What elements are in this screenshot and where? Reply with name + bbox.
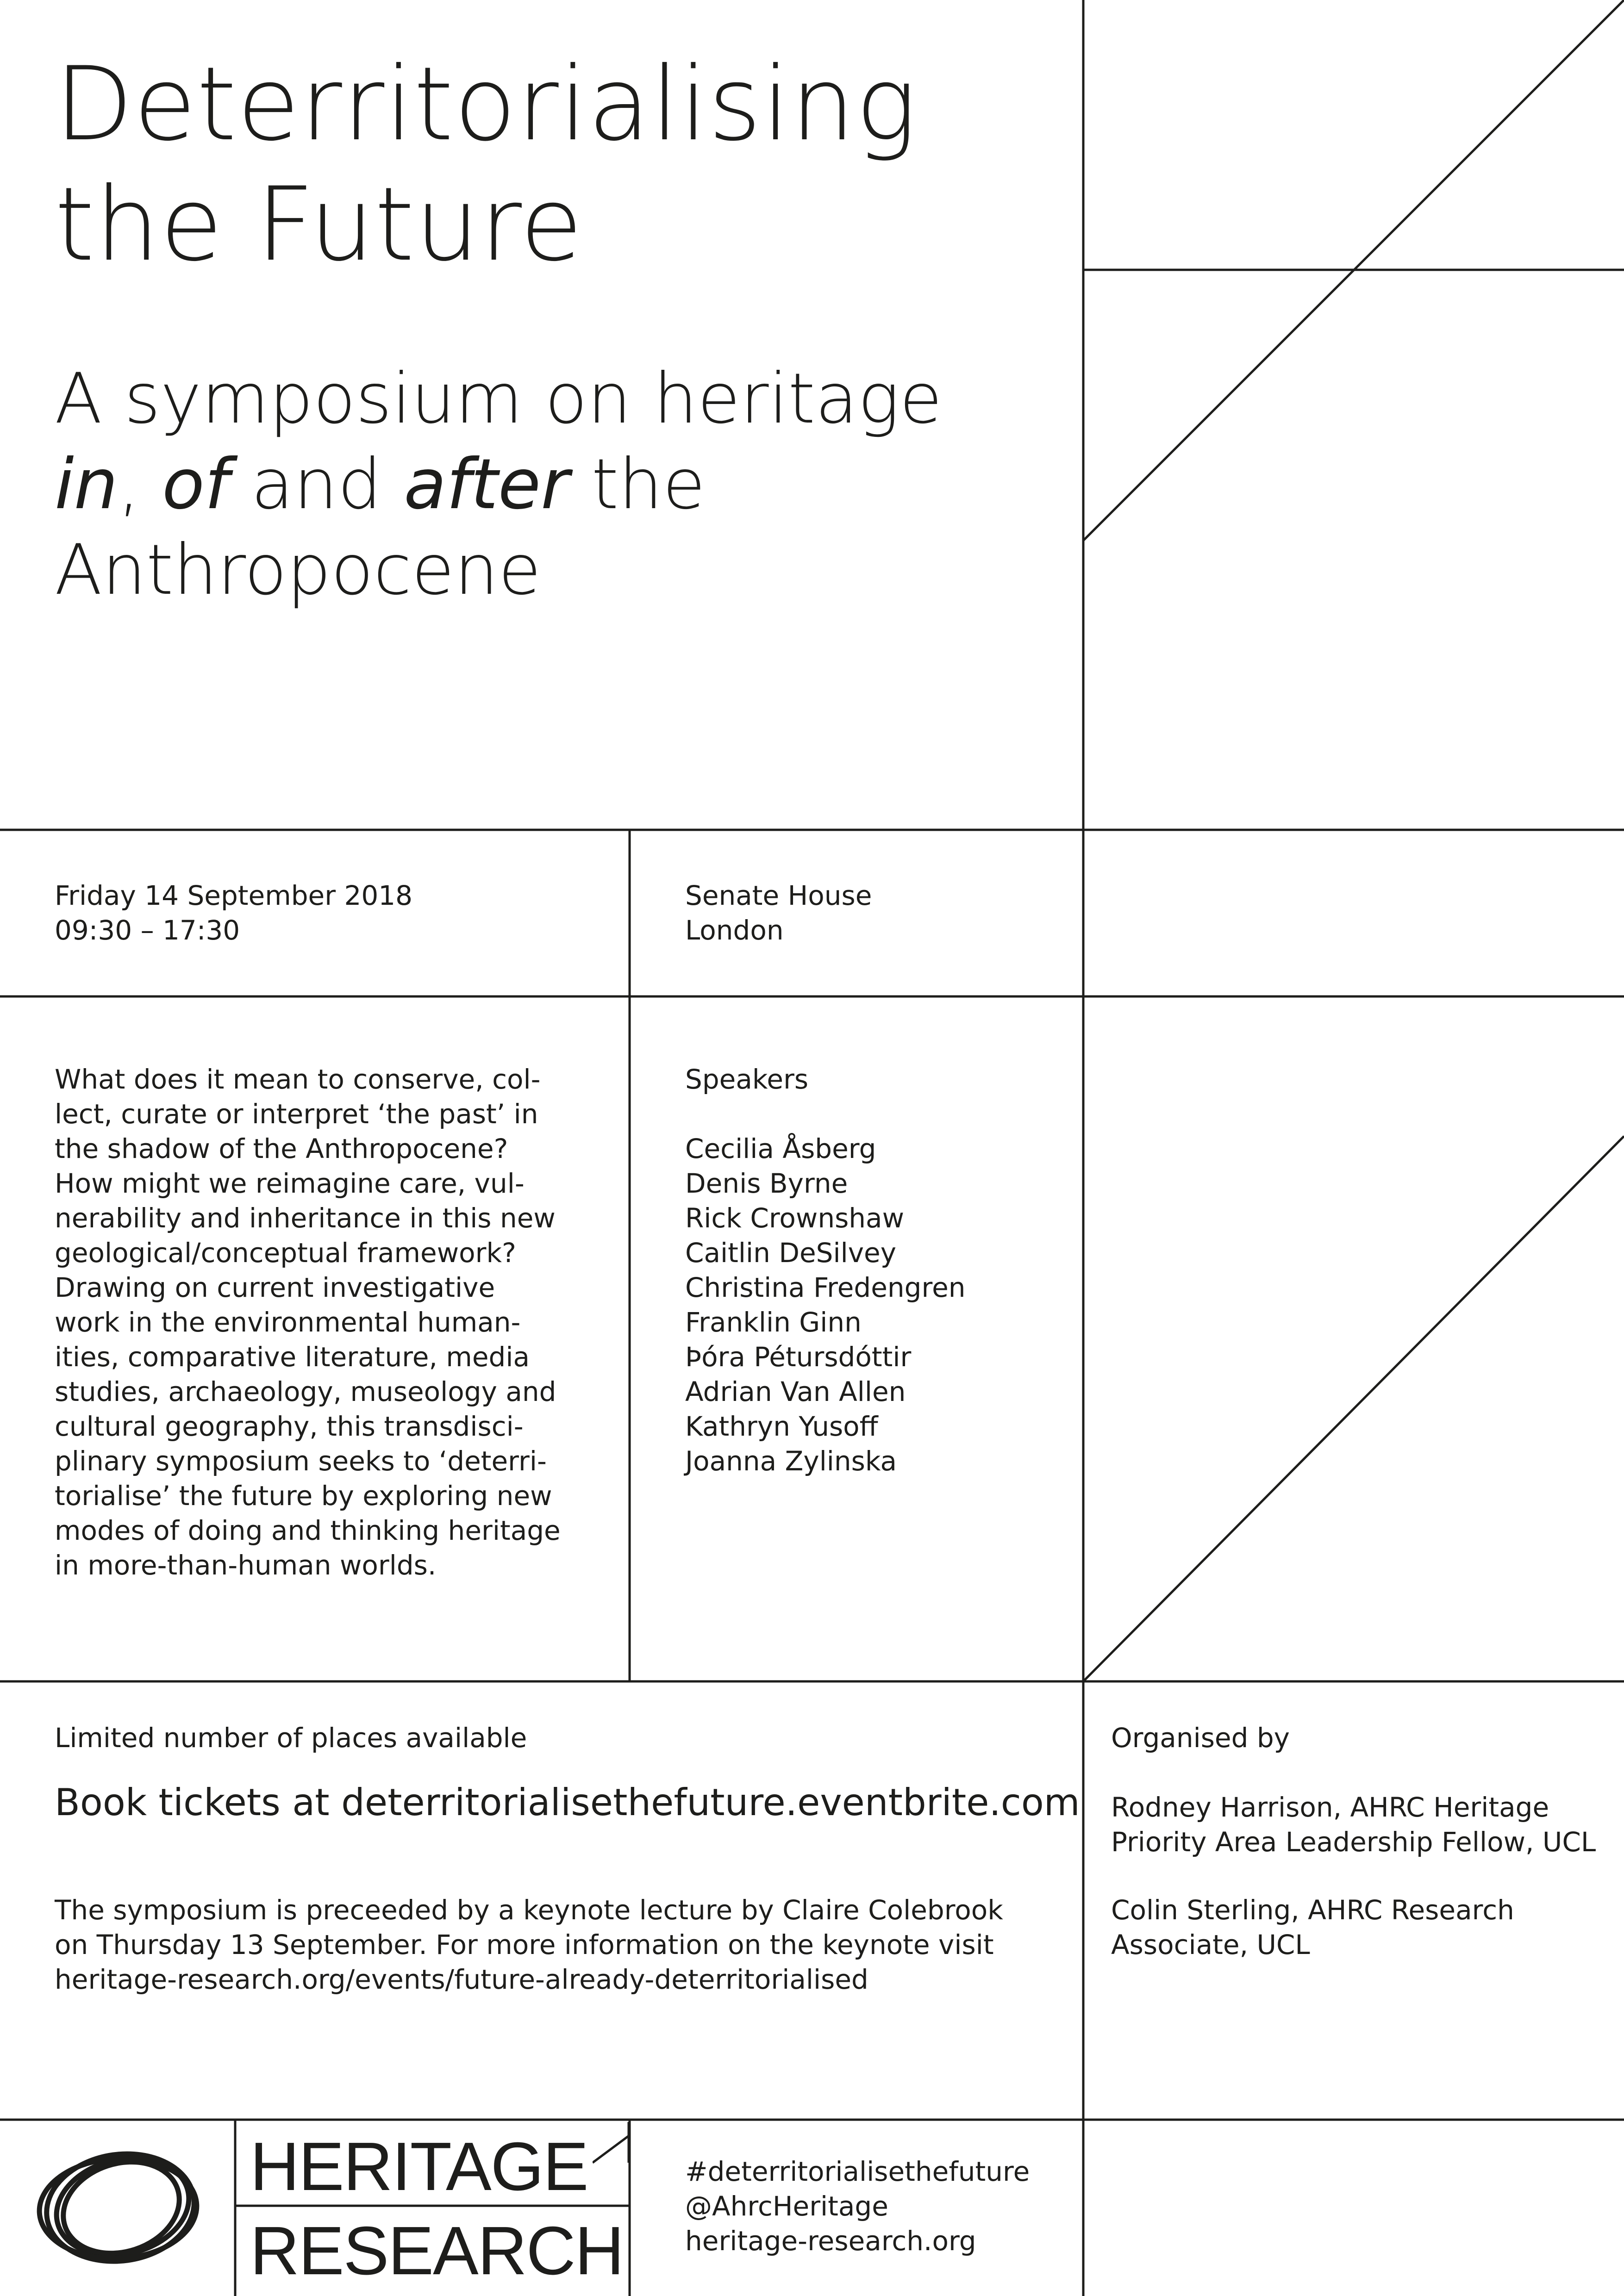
subtitle-of: of bbox=[162, 444, 229, 525]
speaker-name: Joanna Zylinska bbox=[685, 1445, 897, 1477]
subtitle-line-1: A symposium on heritage bbox=[55, 359, 943, 439]
poster-title bbox=[55, 44, 917, 285]
event-date: Friday 14 September 2018 bbox=[55, 880, 413, 911]
event-time: 09:30 – 17:30 bbox=[55, 915, 240, 946]
speaker-name: Denis Byrne bbox=[685, 1168, 848, 1199]
subtitle-comma: , bbox=[118, 444, 140, 525]
footer-hashtag[interactable]: #deterritorialisethefuture bbox=[685, 2156, 1030, 2187]
logo-research: RESEARCH bbox=[250, 2213, 624, 2289]
organiser-1-line-1: Rodney Harrison, AHRC Heritage bbox=[1111, 1792, 1549, 1823]
symposium-description: What does it mean to conserve, col- lect, curate or interpret ‘the past’ in the shadow of the Anthropocene? How might we reimagine care, vul- nerability and inheritance in this new geological/conceptual framework? Drawing on current investigative work in the environmental human- ities, comparative literature, media studies, archaeology, museology and cultural geography, this transdisci- plinary symposium seeks to ‘deterri- torialise’ the future by exploring new modes of doing and thinking heritage in more-than-human worlds. bbox=[55, 1064, 561, 1581]
poster-subtitle bbox=[55, 356, 942, 613]
scribble-ellipse-icon bbox=[32, 2143, 208, 2272]
keynote-line-1: The symposium is preceeded by a keynote lecture by Claire Colebrook bbox=[55, 1894, 1003, 1926]
footer-website[interactable]: heritage-research.org bbox=[685, 2225, 976, 2257]
subtitle-after: after bbox=[404, 444, 569, 525]
subtitle-the: the bbox=[591, 444, 706, 525]
organiser-1 bbox=[1111, 1790, 1596, 1860]
subtitle-line-2 bbox=[55, 442, 942, 528]
limited-places: Limited number of places available bbox=[55, 1722, 527, 1754]
title-line-2: the Future bbox=[55, 165, 583, 284]
organisers-heading: Organised by bbox=[1111, 1722, 1290, 1754]
organiser-2-line-1: Colin Sterling, AHRC Research bbox=[1111, 1894, 1514, 1926]
event-venue bbox=[685, 878, 872, 948]
event-datetime bbox=[55, 878, 412, 948]
subtitle-in: in bbox=[55, 444, 118, 525]
keynote-link[interactable]: heritage-research.org/events/future-already-deterritorialised bbox=[55, 1964, 868, 1995]
speakers-list bbox=[685, 1132, 966, 1479]
title-line-1: Deterritorialising bbox=[55, 45, 918, 163]
footer-handle[interactable]: @AhrcHeritage bbox=[685, 2190, 888, 2222]
logo-corner-mark-icon bbox=[593, 2122, 630, 2164]
book-tickets-link[interactable]: Book tickets at deterritorialisethefuture.eventbrite.com bbox=[55, 1781, 1080, 1824]
venue-line-1: Senate House bbox=[685, 880, 872, 911]
logo-heritage: HERITAGE bbox=[250, 2128, 588, 2205]
keynote-line-2: on Thursday 13 September. For more information on the keynote visit bbox=[55, 1929, 994, 1960]
speaker-name: Cecilia Åsberg bbox=[685, 1133, 876, 1164]
organiser-2-line-2: Associate, UCL bbox=[1111, 1929, 1310, 1960]
subtitle-and: and bbox=[251, 444, 382, 525]
speaker-name: Caitlin DeSilvey bbox=[685, 1237, 897, 1269]
speaker-name: Christina Fredengren bbox=[685, 1272, 966, 1303]
organiser-1-line-2: Priority Area Leadership Fellow, UCL bbox=[1111, 1826, 1596, 1858]
keynote-info bbox=[55, 1893, 1003, 1997]
speaker-name: Franklin Ginn bbox=[685, 1307, 862, 1338]
speaker-name: Þóra Pétursdóttir bbox=[685, 1341, 912, 1373]
subtitle-line-3: Anthropocene bbox=[55, 530, 541, 610]
speaker-name: Adrian Van Allen bbox=[685, 1376, 906, 1407]
organiser-2 bbox=[1111, 1893, 1514, 1962]
speaker-name: Rick Crownshaw bbox=[685, 1202, 905, 1234]
venue-line-2: London bbox=[685, 915, 784, 946]
footer-contact bbox=[685, 2154, 1030, 2259]
speakers-heading: Speakers bbox=[685, 1064, 809, 1095]
speaker-name: Kathryn Yusoff bbox=[685, 1411, 878, 1442]
